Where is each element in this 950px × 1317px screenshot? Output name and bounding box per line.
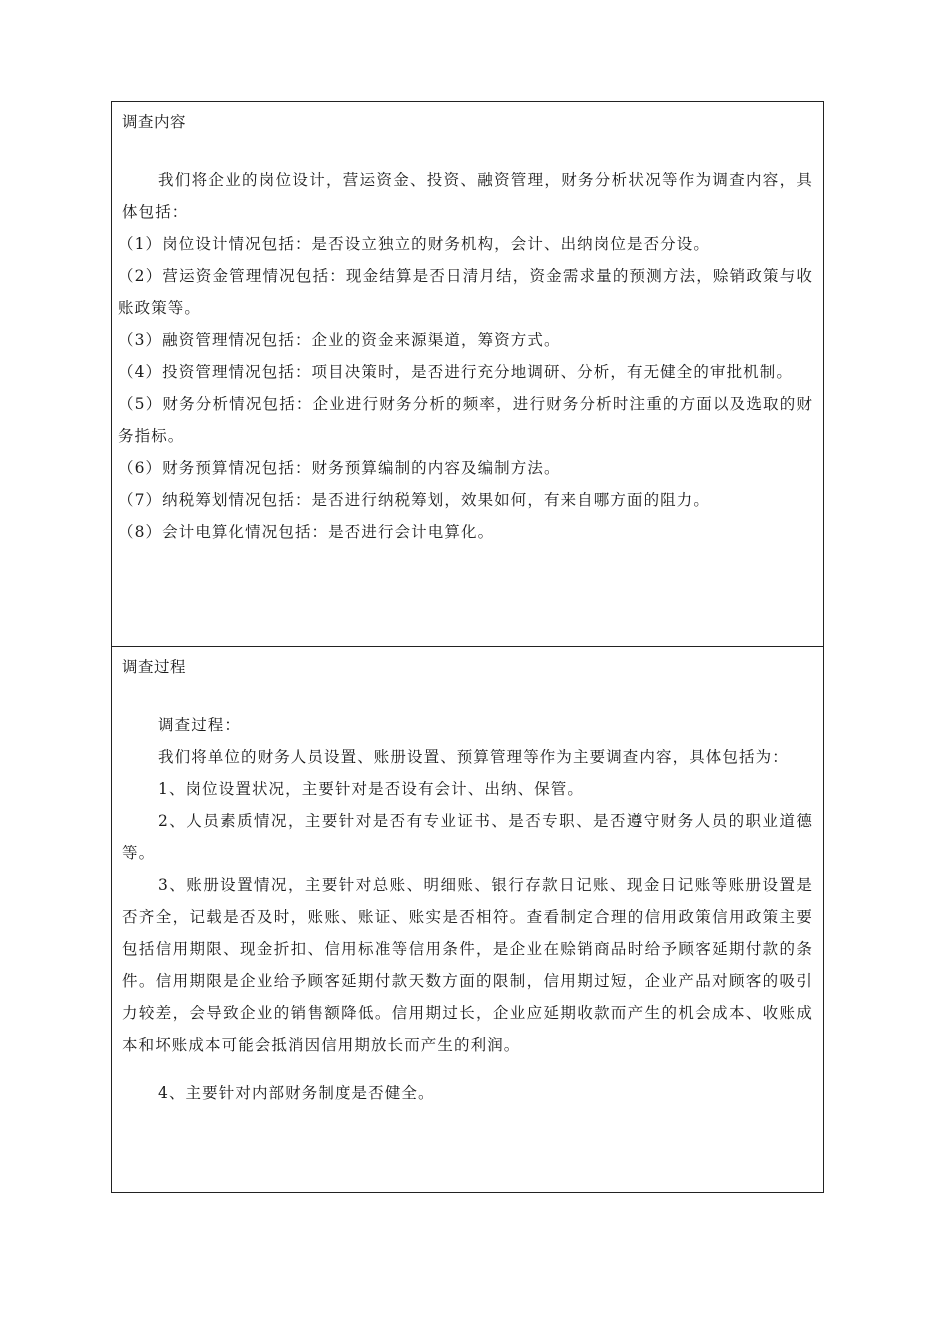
content-item-5: （5）财务分析情况包括：企业进行财务分析的频率，进行财务分析时注重的方面以及选取的财务指标。 (118, 395, 813, 445)
content-item-6: （6）财务预算情况包括：财务预算编制的内容及编制方法。 (118, 459, 561, 477)
survey-table (111, 101, 824, 1193)
process-intro: 我们将单位的财务人员设置、账册设置、预算管理等作为主要调查内容，具体包括为： (158, 748, 789, 766)
survey-process-section (112, 647, 823, 1192)
content-intro: 我们将企业的岗位设计，营运资金、投资、融资管理，财务分析状况等作为调查内容，具体包括： (122, 171, 813, 221)
content-item-4: （4）投资管理情况包括：项目决策时，是否进行充分地调研、分析，有无健全的审批机制。 (118, 363, 793, 381)
survey-content-section (112, 102, 823, 647)
content-item-2: （2）营运资金管理情况包括：现金结算是否日清月结，资金需求量的预测方法，赊销政策与收账政策等。 (118, 267, 813, 317)
process-label: 调查过程： (158, 716, 242, 734)
process-point-4: 4、主要针对内部财务制度是否健全。 (158, 1084, 435, 1102)
section-title-process: 调查过程 (122, 658, 187, 676)
process-point-1: 1、岗位设置状况，主要针对是否设有会计、出纳、保管。 (158, 780, 584, 798)
content-item-3: （3）融资管理情况包括：企业的资金来源渠道，筹资方式。 (118, 331, 561, 349)
spacer (122, 1061, 813, 1077)
section-title-content: 调查内容 (122, 113, 187, 131)
content-item-1: （1）岗位设计情况包括：是否设立独立的财务机构，会计、出纳岗位是否分设。 (118, 235, 710, 253)
process-point-3: 3、账册设置情况，主要针对总账、明细账、银行存款日记账、现金日记账等账册设置是否齐全，记载是否及时，账账、账证、账实是否相符。查看制定合理的信用政策信用政策主要包括信用期限、现金折扣、信用标准等信用条件，是企业在赊销商品时给予顾客延期付款的条件。信用期限是企业给予顾客延期付款天数方面的限制，信用期过短，企业产品对顾客的吸引力较差，会导致企业的销售额降低。信用期过长，企业应延期收款而产生的机会成本、收账成本和坏账成本可能会抵消因信用期放长而产生的利润。 (122, 876, 813, 1054)
spacer (122, 133, 813, 164)
content-item-7: （7）纳税筹划情况包括：是否进行纳税筹划，效果如何，有来自哪方面的阻力。 (118, 491, 710, 509)
spacer (122, 678, 813, 709)
content-item-8: （8）会计电算化情况包括：是否进行会计电算化。 (118, 523, 495, 541)
process-point-2: 2、人员素质情况，主要针对是否有专业证书、是否专职、是否遵守财务人员的职业道德等。 (122, 812, 813, 862)
